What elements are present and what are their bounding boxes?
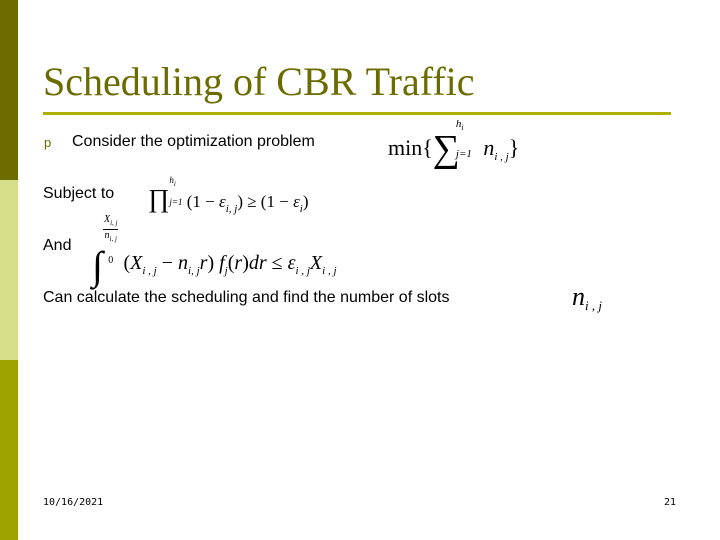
constraint-formula: ∏ $h_i$ j=1 $(1 - \varepsilon_{i, j}) \ge (1 - \varepsilon_i)$ <box>148 175 309 215</box>
objective-formula: min{∑ $h_i$ j=1 $n_{i , j}$} <box>388 118 520 171</box>
slide-title: Scheduling of CBR Traffic <box>43 59 475 104</box>
slots-variable: $n_{i , j}$ <box>572 282 602 313</box>
subject-to-text: Subject to <box>43 185 115 202</box>
page-number: 21 <box>664 497 677 508</box>
left-band-bottom <box>0 360 18 540</box>
and-text: And <box>43 237 72 254</box>
left-band-middle <box>0 180 18 360</box>
title-underline <box>43 112 671 115</box>
integral-formula: ∫ $X_{i, j}$ $n_{i, j}$ 0 $(X_{i , j} - n_{i, j}r) f_j(r)dr \le \varepsilon_{i , j}X_{i , j}$ <box>92 214 337 288</box>
left-band-top <box>0 0 18 180</box>
optimization-text: Consider the optimization problem <box>72 133 315 150</box>
bullet-marker: p <box>44 135 52 150</box>
calculate-text: Can calculate the scheduling and find the number of slots <box>43 289 450 306</box>
slide-date: 10/16/2021 <box>43 497 104 508</box>
